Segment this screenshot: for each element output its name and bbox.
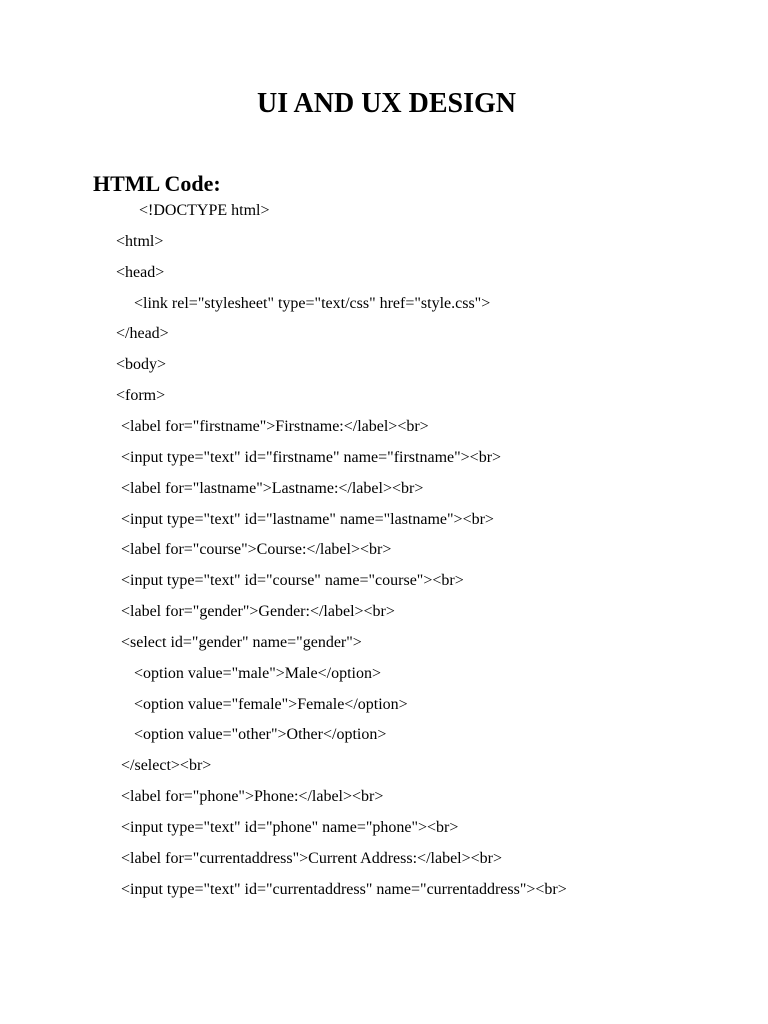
code-line: <option value="male">Male</option>	[134, 664, 382, 682]
code-line: <html>	[116, 232, 164, 250]
code-line: <form>	[116, 387, 166, 405]
code-line: <select id="gender" name="gender">	[121, 633, 362, 651]
code-line: <label for="gender">Gender:</label><br>	[121, 603, 395, 621]
section-heading: HTML Code:	[93, 171, 221, 196]
code-line: <input type="text" id="currentaddress" name="currentaddress"><br>	[121, 880, 567, 898]
code-line: <input type="text" id="course" name="course"><br>	[121, 572, 464, 590]
code-line: <label for="currentaddress">Current Address:</label><br>	[121, 849, 503, 867]
code-line: <label for="phone">Phone:</label><br>	[121, 788, 384, 806]
code-line: <input type="text" id="phone" name="phone"><br>	[121, 819, 459, 836]
code-line: <!DOCTYPE html>	[139, 202, 270, 219]
page-title: UI AND UX DESIGN	[256, 88, 517, 119]
code-line: <label for="course">Course:</label><br>	[121, 541, 392, 559]
code-line: <label for="firstname">Firstname:</label><br>	[121, 417, 429, 435]
code-line: <body>	[116, 356, 167, 374]
code-line: <option value="female">Female</option>	[134, 695, 408, 713]
code-line: <link rel="stylesheet" type="text/css" href="style.css">	[134, 294, 491, 312]
code-line: <label for="lastname">Lastname:</label><br>	[121, 479, 424, 497]
code-line: <input type="text" id="lastname" name="lastname"><br>	[121, 510, 494, 528]
code-line: <head>	[116, 263, 165, 281]
code-line: </select><br>	[121, 757, 212, 775]
code-line: </head>	[116, 325, 169, 343]
code-line: <option value="other">Other</option>	[134, 726, 387, 744]
code-line: <input type="text" id="firstname" name="firstname"><br>	[121, 448, 502, 466]
